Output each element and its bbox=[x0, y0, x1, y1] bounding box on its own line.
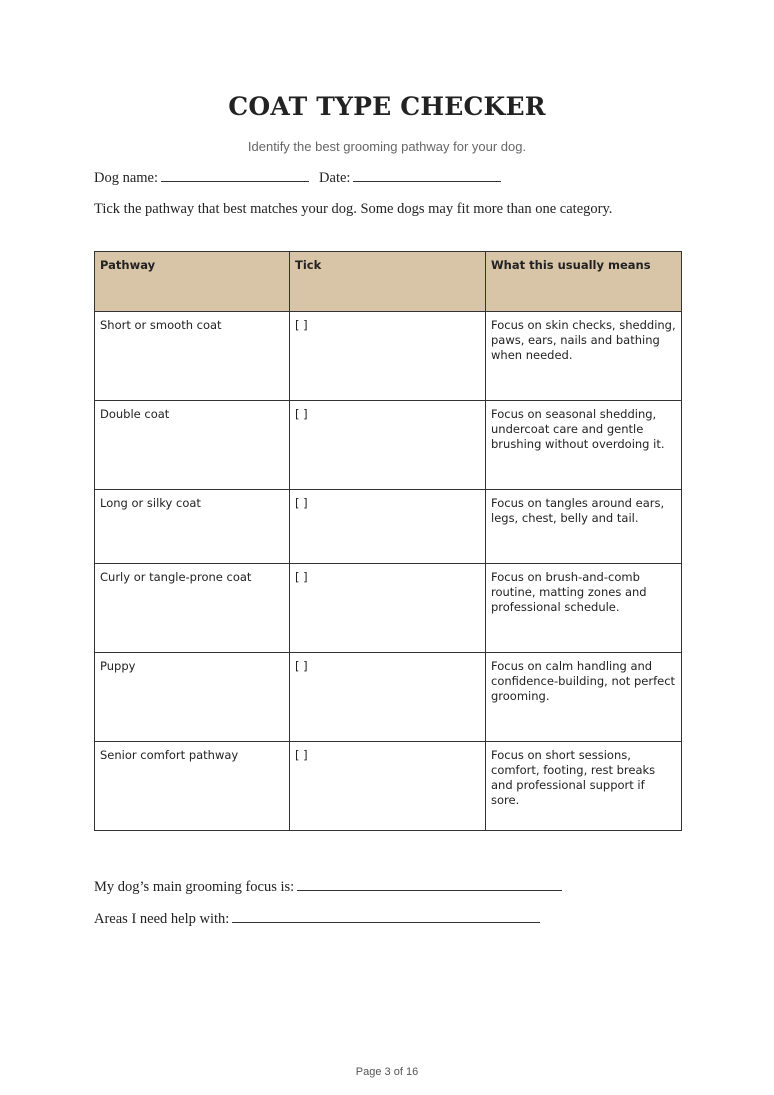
pathway-cell: Long or silky coat bbox=[95, 490, 290, 564]
date-label: Date: bbox=[319, 170, 351, 186]
table-row bbox=[95, 653, 682, 742]
pathway-cell: Double coat bbox=[95, 401, 290, 490]
help-field[interactable] bbox=[232, 910, 540, 923]
tick-box[interactable]: [ ] bbox=[290, 653, 486, 742]
table-row bbox=[95, 490, 682, 564]
meaning-cell: Focus on skin checks, shedding, paws, ears, nails and bathing when needed. bbox=[486, 312, 682, 401]
meaning-cell: Focus on short sessions, comfort, footing, rest breaks and professional support if sore. bbox=[486, 742, 682, 831]
pathway-cell: Puppy bbox=[95, 653, 290, 742]
page-title: COAT TYPE CHECKER bbox=[228, 92, 546, 121]
header-tick: Tick bbox=[290, 252, 486, 312]
meaning-cell: Focus on tangles around ears, legs, chest, belly and tail. bbox=[486, 490, 682, 564]
instructions-text: Tick the pathway that best matches your dog. Some dogs may fit more than one category. bbox=[94, 201, 613, 217]
tick-box[interactable]: [ ] bbox=[290, 742, 486, 831]
table-row bbox=[95, 564, 682, 653]
table-row bbox=[95, 312, 682, 401]
tick-box[interactable]: [ ] bbox=[290, 312, 486, 401]
page-subtitle: Identify the best grooming pathway for your dog. bbox=[247, 139, 527, 154]
page-number: Page 3 of 16 bbox=[355, 1066, 419, 1078]
dog-name-label: Dog name: bbox=[94, 170, 159, 186]
pathway-cell: Senior comfort pathway bbox=[95, 742, 290, 831]
header-pathway: Pathway bbox=[95, 252, 290, 312]
dog-name-date-row bbox=[94, 169, 501, 187]
meaning-cell: Focus on brush-and-comb routine, matting zones and professional schedule. bbox=[486, 564, 682, 653]
table-header-row bbox=[95, 252, 682, 312]
main-focus-field[interactable] bbox=[297, 878, 562, 891]
tick-box[interactable]: [ ] bbox=[290, 490, 486, 564]
help-row bbox=[94, 910, 540, 928]
table-row bbox=[95, 742, 682, 831]
pathway-cell: Curly or tangle-prone coat bbox=[95, 564, 290, 653]
coat-type-table bbox=[94, 251, 682, 831]
table-row bbox=[95, 401, 682, 490]
meaning-cell: Focus on seasonal shedding, undercoat care and gentle brushing without overdoing it. bbox=[486, 401, 682, 490]
tick-box[interactable]: [ ] bbox=[290, 564, 486, 653]
meaning-cell: Focus on calm handling and confidence-building, not perfect grooming. bbox=[486, 653, 682, 742]
main-focus-row bbox=[94, 878, 562, 896]
pathway-cell: Short or smooth coat bbox=[95, 312, 290, 401]
help-label: Areas I need help with: bbox=[94, 911, 230, 927]
header-meaning: What this usually means bbox=[486, 252, 682, 312]
main-focus-label: My dog’s main grooming focus is: bbox=[94, 879, 295, 895]
tick-box[interactable]: [ ] bbox=[290, 401, 486, 490]
date-field[interactable] bbox=[353, 169, 501, 182]
dog-name-field[interactable] bbox=[161, 169, 309, 182]
